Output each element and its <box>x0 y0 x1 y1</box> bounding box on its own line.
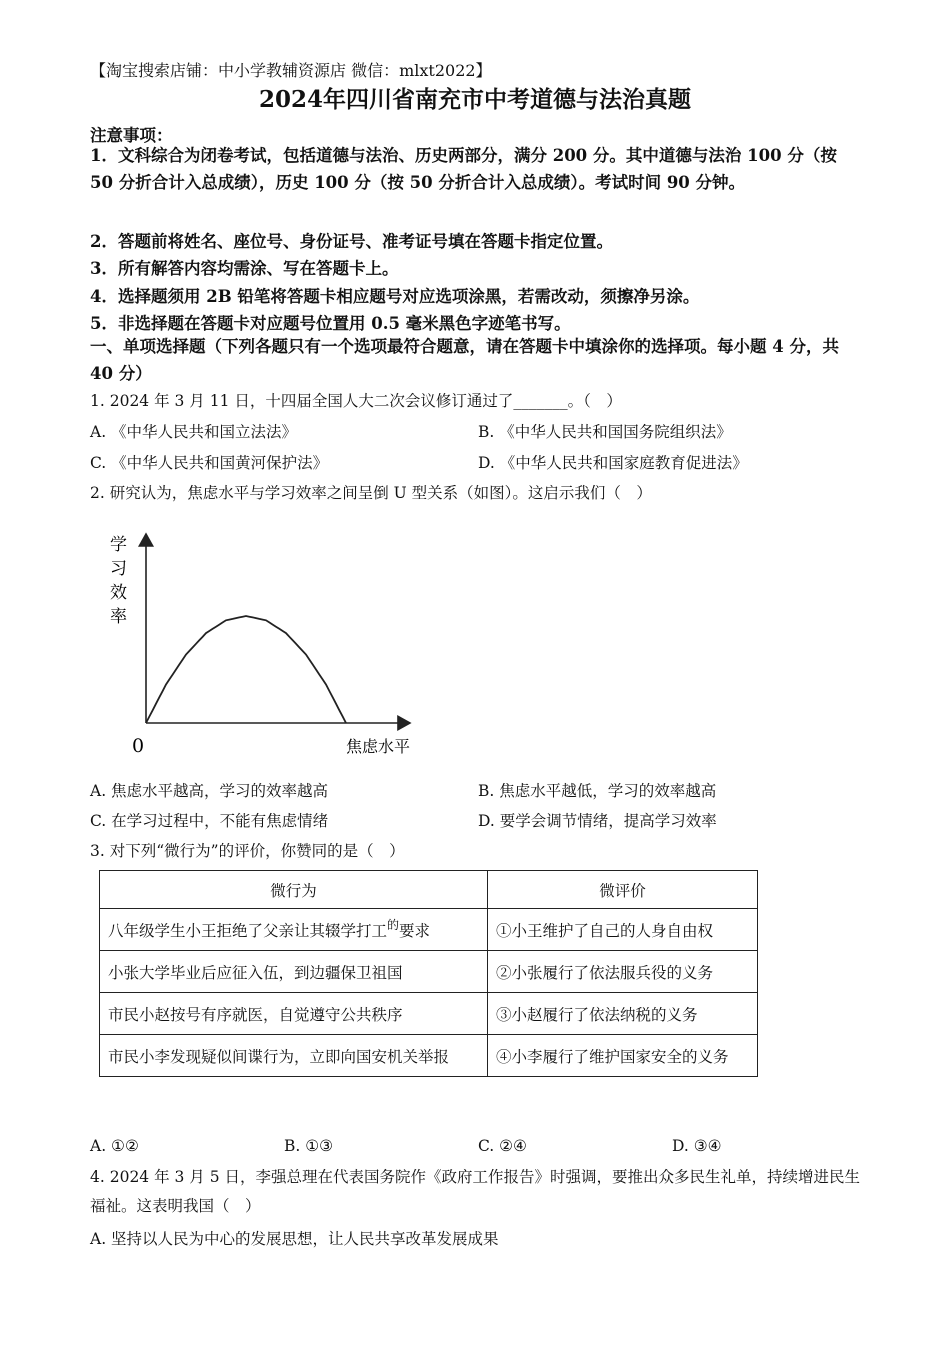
evaluation-cell: ④小李履行了维护国家安全的义务 <box>488 1035 758 1077</box>
q1-option-b: B. 《中华人民共和国国务院组织法》 <box>478 423 732 441</box>
y-axis-label-char-2: 习 <box>110 559 127 579</box>
notice-item-4: 4．选择题须用 2B 铅笔将答题卡相应题号对应选项涂黑，若需改动，须擦净另涂。 <box>90 287 700 306</box>
evaluation-cell: ②小张履行了依法服兵役的义务 <box>488 951 758 993</box>
behavior-text: 八年级学生小王拒绝了父亲让其辍学打工 <box>108 921 388 940</box>
q2-option-d: D. 要学会调节情绪，提高学习效率 <box>478 812 717 830</box>
notice-heading: 注意事项： <box>90 126 173 145</box>
q4-stem: 4. 2024 年 3 月 5 日，李强总理在代表国务院作《政府工作报告》时强调，要推出众多民生礼单，持续增进民生福祉。这表明我国（ ） <box>90 1168 861 1215</box>
behavior-cell: 小张大学毕业后应征入伍，到边疆保卫祖国 <box>100 951 488 993</box>
notice-item-3: 3．所有解答内容均需涂、写在答题卡上。 <box>90 259 399 278</box>
behavior-cell: 市民小赵按号有序就医，自觉遵守公共秩序 <box>100 993 488 1035</box>
q1-stem: 1. 2024 年 3 月 11 日，十四届全国人大二次会议修订通过了_______。（ ） <box>90 392 622 410</box>
table-header-row <box>100 871 758 909</box>
micro-behavior-table <box>99 870 758 1077</box>
q2-option-a: A. 焦虑水平越高，学习的效率越高 <box>90 782 329 800</box>
page-title: 2024年四川省南充市中考道德与法治真题 <box>258 86 691 113</box>
behavior-text-end: 要求 <box>399 921 431 940</box>
y-axis-label-char-1: 学 <box>110 535 127 555</box>
notice-item-5: 5．非选择题在答题卡对应题号位置用 0.5 毫米黑色字迹笔书写。 <box>90 314 571 333</box>
q3-option-d: D. ③④ <box>672 1137 722 1155</box>
notice-item-1: 1．文科综合为闭卷考试，包括道德与法治、历史两部分，满分 200 分。其中道德与法治 100 分（按 50 分折合计入总成绩），历史 100 分（按 50 分折合计入总成绩）。考试时间 90 分钟。 <box>90 146 837 192</box>
watermark-header: 【淘宝搜索店铺：中小学教辅资源店 微信：mlxt2022】 <box>90 61 492 80</box>
q3-option-b: B. ①③ <box>284 1137 334 1155</box>
y-axis-label-char-3: 效 <box>110 583 127 603</box>
y-axis-label-char-4: 率 <box>110 607 127 627</box>
q2-stem: 2. 研究认为，焦虑水平与学习效率之间呈倒 U 型关系（如图）。这启示我们（ ） <box>90 484 652 502</box>
table-row <box>100 909 758 951</box>
anxiety-efficiency-chart <box>90 520 430 765</box>
evaluation-cell: ③小赵履行了依法纳税的义务 <box>488 993 758 1035</box>
q1-option-c: C. 《中华人民共和国黄河保护法》 <box>90 454 329 472</box>
table-row <box>100 951 758 993</box>
q1-option-a: A. 《中华人民共和国立法法》 <box>90 423 298 441</box>
column-header-evaluation: 微评价 <box>488 871 758 909</box>
q4-option-a: A. 坚持以人民为中心的发展思想，让人民共享改革发展成果 <box>90 1230 499 1248</box>
column-header-behavior: 微行为 <box>100 871 488 909</box>
inverted-u-curve <box>146 616 346 723</box>
x-axis-label: 焦虑水平 <box>346 737 411 756</box>
evaluation-cell: ①小王维护了自己的人身自由权 <box>488 909 758 951</box>
notice-item-2: 2．答题前将姓名、座位号、身份证号、准考证号填在答题卡指定位置。 <box>90 232 613 251</box>
table-row <box>100 993 758 1035</box>
q1-option-d: D. 《中华人民共和国家庭教育促进法》 <box>478 454 748 472</box>
q2-option-c: C. 在学习过程中，不能有焦虑情绪 <box>90 812 329 830</box>
q3-option-c: C. ②④ <box>478 1137 527 1155</box>
behavior-cell <box>100 909 488 951</box>
q3-stem: 3. 对下列“微行为”的评价，你赞同的是（ ） <box>90 842 405 860</box>
behavior-cell: 市民小李发现疑似间谍行为，立即向国安机关举报 <box>100 1035 488 1077</box>
table-row <box>100 1035 758 1077</box>
q3-option-a: A. ①② <box>90 1137 139 1155</box>
q2-option-b: B. 焦虑水平越低，学习的效率越高 <box>478 782 717 800</box>
behavior-text-raised: 的 <box>387 917 400 932</box>
origin-label: 0 <box>132 735 145 757</box>
section-heading: 一、单项选择题（下列各题只有一个选项最符合题意，请在答题卡中填涂你的选择项。每小题 4 分，共 40 分） <box>90 337 839 383</box>
